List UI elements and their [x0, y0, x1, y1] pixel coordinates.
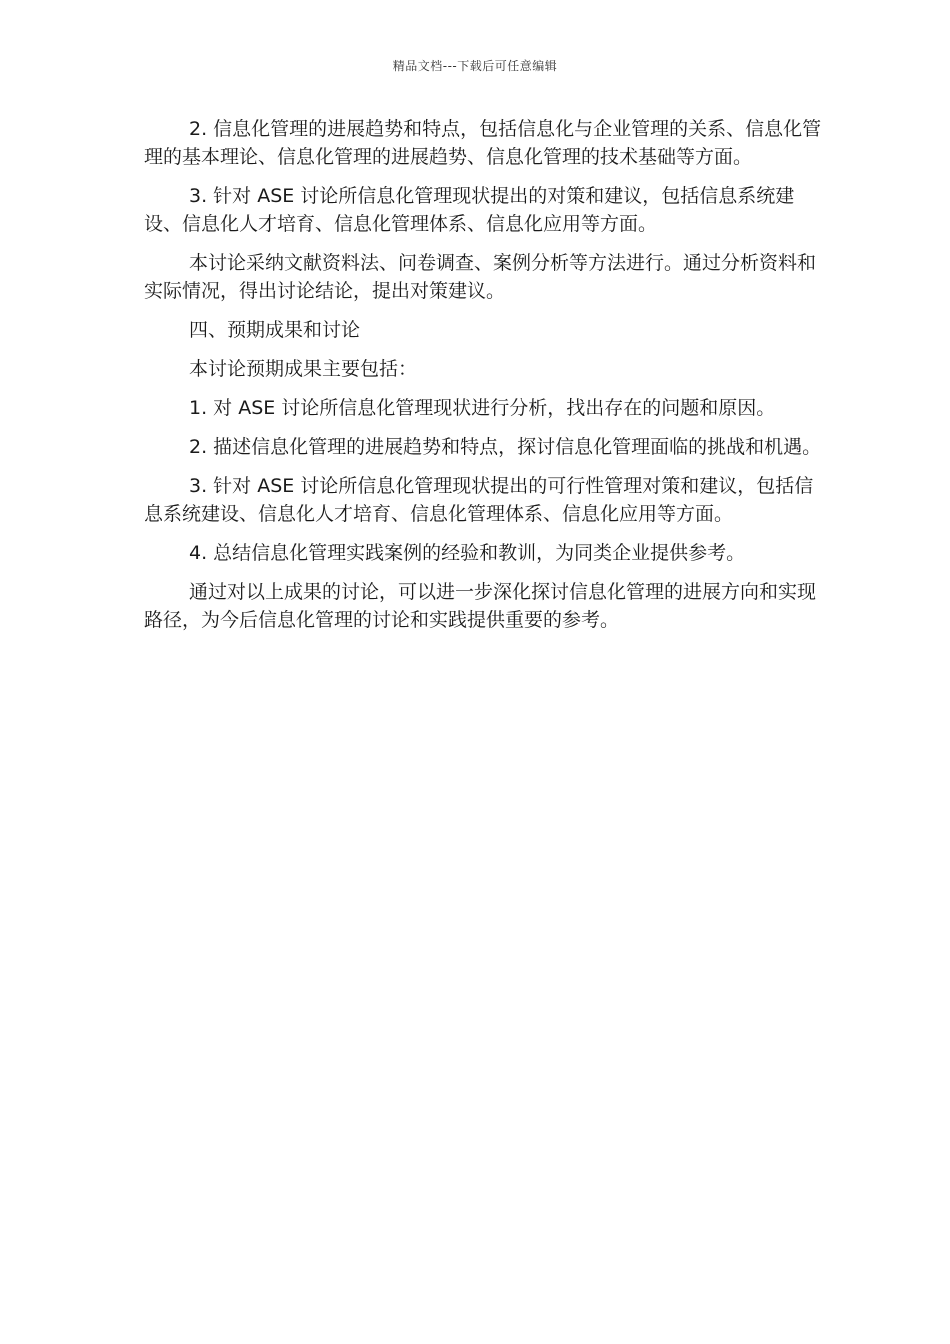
document-body [144, 115, 824, 645]
section-heading: 四、预期成果和讨论 [189, 319, 361, 341]
paragraph-result-4: 4. 总结信息化管理实践案例的经验和教训，为同类企业提供参考。 [189, 542, 746, 564]
paragraph-intro: 本讨论预期成果主要包括： [189, 358, 418, 380]
page-header: 精品文档---下载后可任意编辑 [392, 59, 558, 73]
paragraph-result-2: 2. 描述信息化管理的进展趋势和特点，探讨信息化管理面临的挑战和机遇。 [189, 436, 822, 458]
paragraph-conclusion: 通过对以上成果的讨论，可以进一步深化探讨信息化管理的进展方向和实现路径，为今后信息化管理的讨论和实践提供重要的参考。 [144, 581, 817, 631]
paragraph-result-3: 3. 针对 ASE 讨论所信息化管理现状提出的可行性管理对策和建议，包括信息系统建设、信息化人才培育、信息化管理体系、信息化应用等方面。 [144, 475, 814, 525]
paragraph-result-1: 1. 对 ASE 讨论所信息化管理现状进行分析，找出存在的问题和原因。 [189, 397, 776, 419]
paragraph-item-2: 2. 信息化管理的进展趋势和特点，包括信息化与企业管理的关系、信息化管理的基本理论、信息化管理的进展趋势、信息化管理的技术基础等方面。 [144, 118, 822, 168]
paragraph-item-3: 3. 针对 ASE 讨论所信息化管理现状提出的对策和建议，包括信息系统建设、信息化人才培育、信息化管理体系、信息化应用等方面。 [144, 185, 795, 235]
paragraph-method: 本讨论采纳文献资料法、问卷调查、案例分析等方法进行。通过分析资料和实际情况，得出讨论结论，提出对策建议。 [144, 252, 817, 302]
